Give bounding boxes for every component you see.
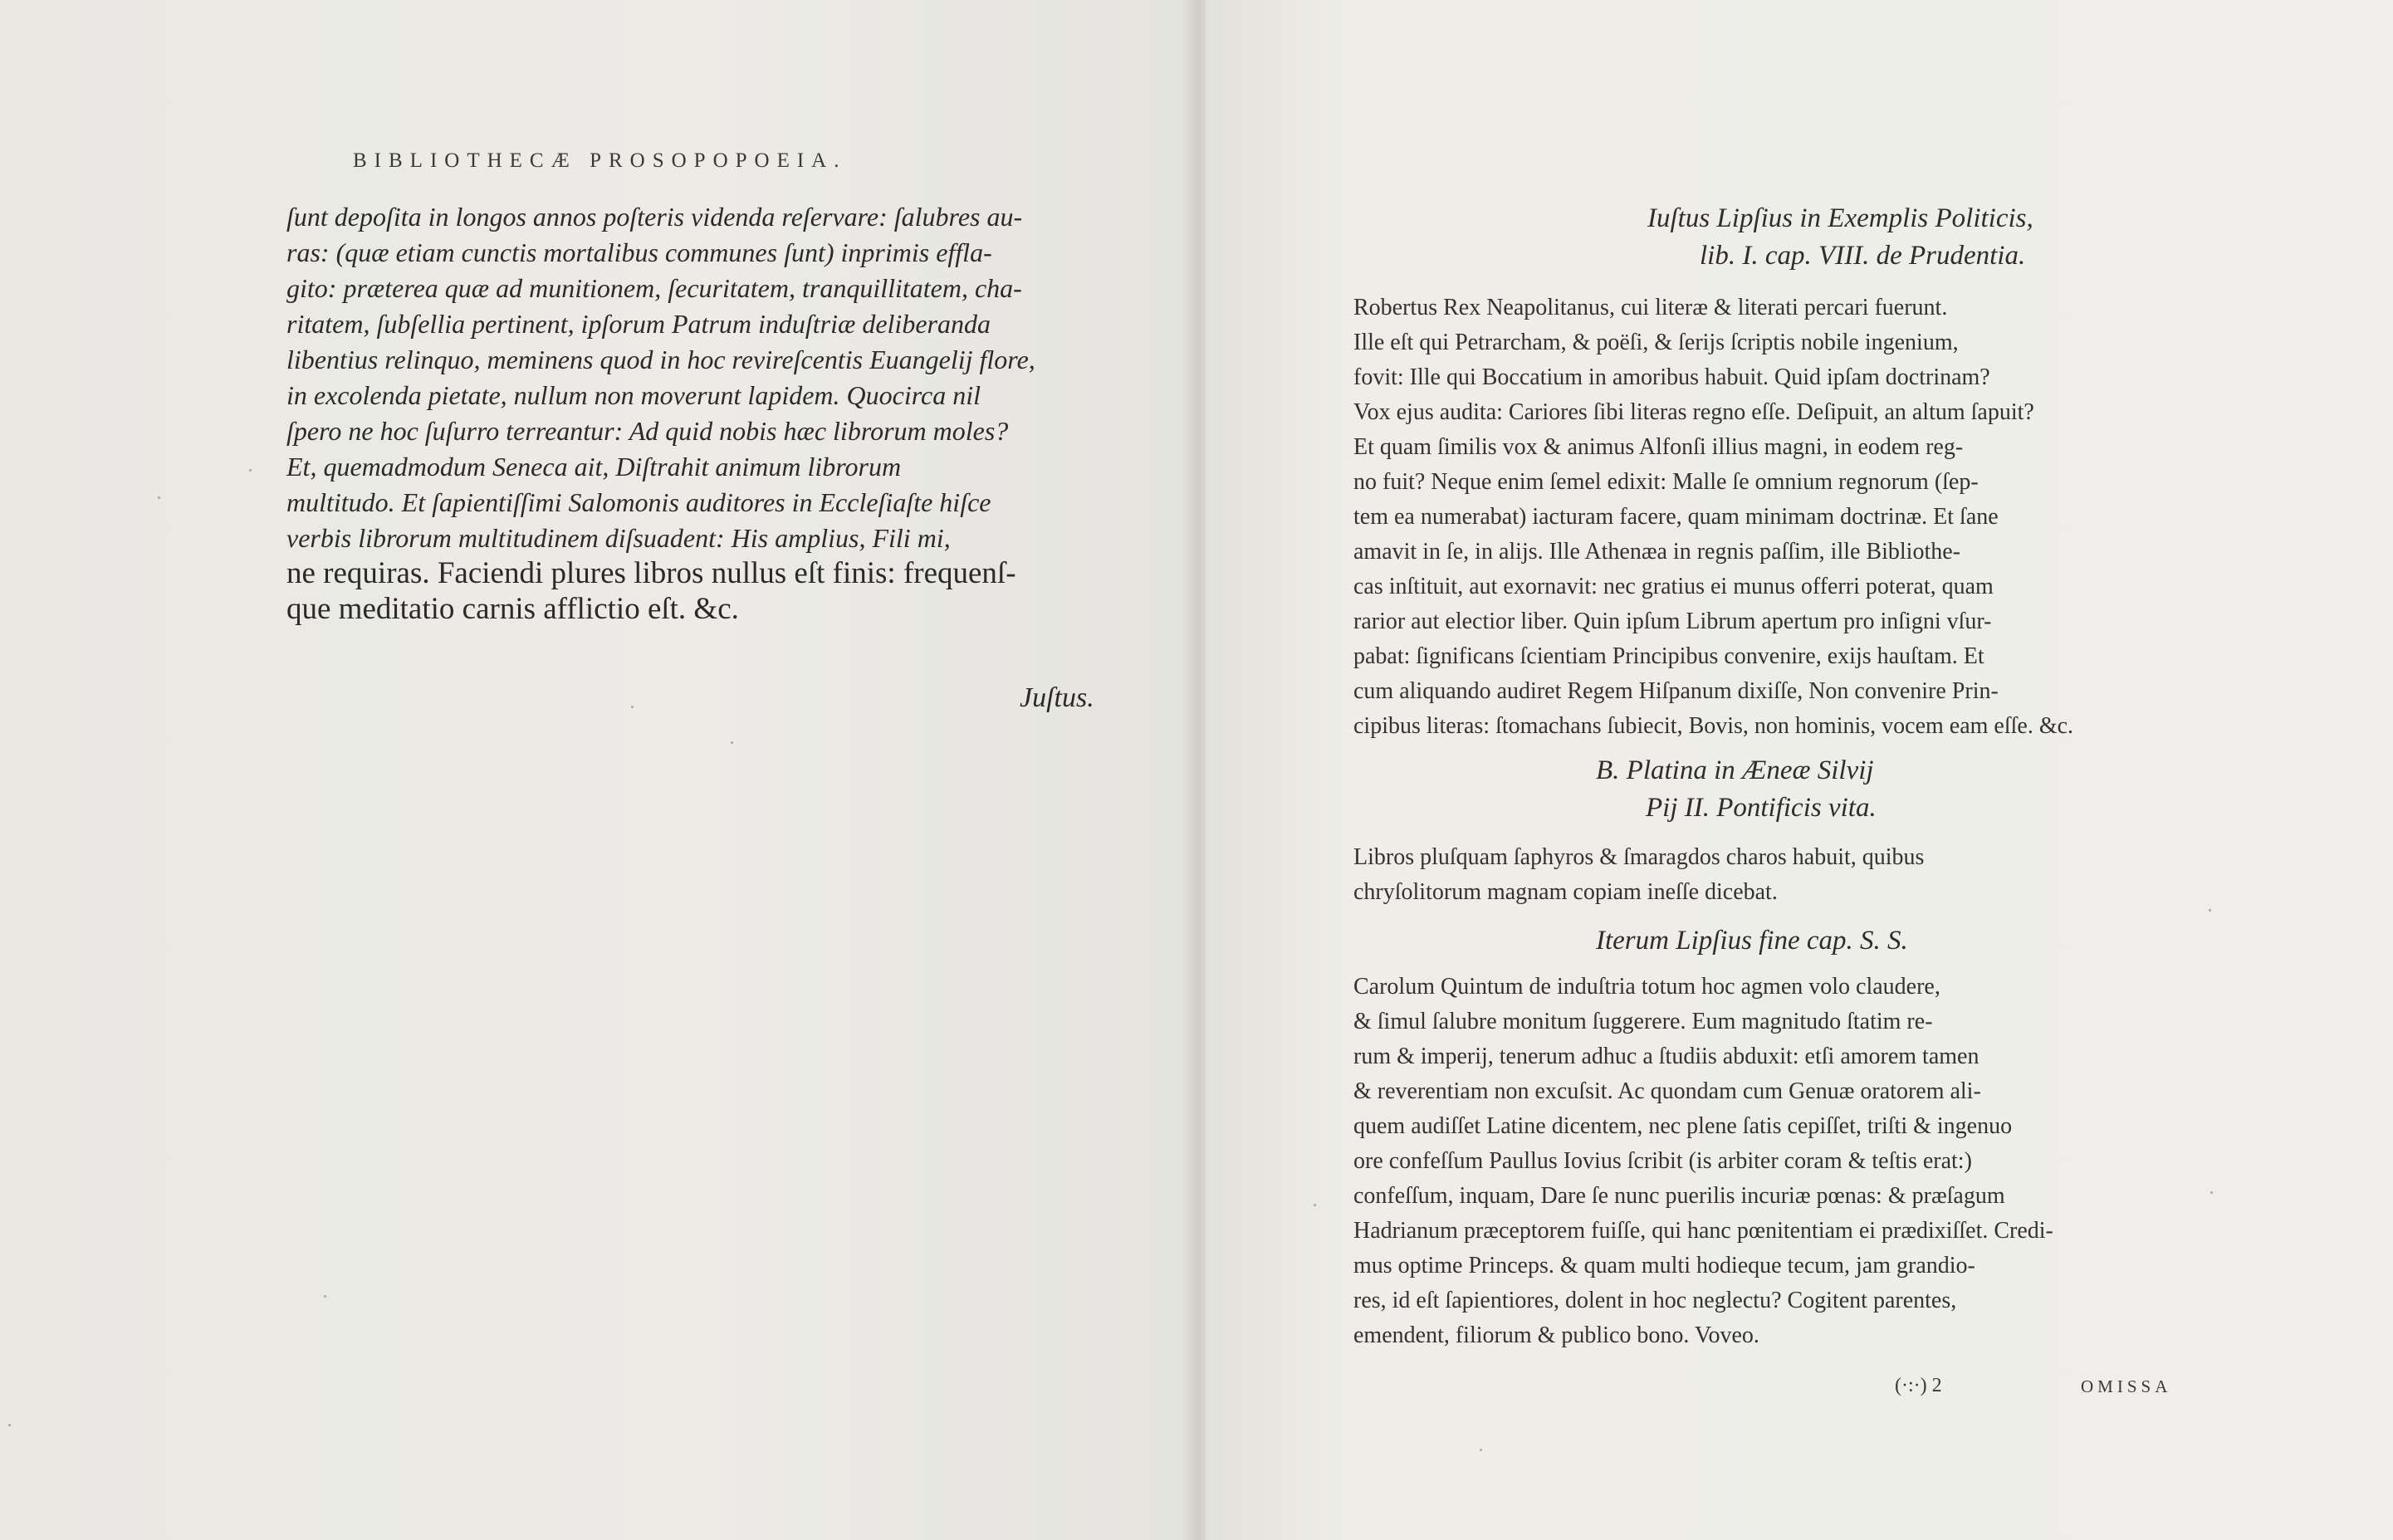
paper-speck [631,706,634,708]
section-heading: Pij II. Pontificis vita. [1646,793,1877,823]
text-line: tem ea numerabat) iacturam facere, quam minimam doctrinæ. Et ſane [1353,504,1999,530]
text-line: cipibus literas: ſtomachans ſubiecit, Bovis, non hominis, vocem eam eſſe. &c. [1353,713,2074,739]
text-line: rarior aut electior liber. Quin ipſum Librum apertum pro inſigni vſur- [1353,609,1992,634]
right-page [1206,0,2393,1540]
text-line: ne requiras. Faciendi plures libros nullus eſt finis: frequenſ- [286,556,1016,590]
text-line: res, id eſt ſapientiores, dolent in hoc neglectu? Cogitent parentes, [1353,1288,1957,1313]
text-line: chryſolitorum magnam copiam ineſſe dicebat. [1353,879,1778,905]
text-line: fovit: Ille qui Boccatium in amoribus habuit. Quid ipſam doctrinam? [1353,364,1990,390]
text-line: quem audiſſet Latine dicentem, nec plene ſatis cepiſſet, triſti & ingenuo [1353,1113,2013,1139]
section-heading: B. Platina in Æneæ Silvij [1596,755,1874,785]
text-line: que meditatio carnis afflictio eſt. &c. [286,592,739,626]
text-line: multitudo. Et ſapientiſſimi Salomonis auditores in Eccleſiaſte hiſce [286,487,991,517]
text-line: mus optime Princeps. & quam multi hodieque tecum, jam grandio- [1353,1253,1975,1278]
paper-speck [158,496,160,499]
paper-speck [2210,1191,2213,1194]
text-line: ore confeſſum Paullus Iovius ſcribit (is arbiter coram & teſtis erat:) [1353,1148,1972,1174]
text-line: verbis librorum multitudinem diſsuadent: His amplius, Fili mi, [286,523,951,553]
text-line: cum aliquando audiret Regem Hiſpanum dixiſſe, Non convenire Prin- [1353,678,1999,704]
text-line: Ille eſt qui Petrarcham, & poëſi, & ſerijs ſcriptis nobile ingenium, [1353,330,1959,355]
section-heading: Iuſtus Lipſius in Exemplis Politicis, [1647,203,2033,233]
text-line: ritatem, ſubſellia pertinent, ipſorum Patrum induſtriæ deliberanda [286,309,991,339]
paper-speck [324,1295,326,1298]
paper-speck [1314,1204,1316,1206]
text-line: in excolenda pietate, nullum non moverunt lapidem. Quocirca nil [286,380,981,410]
text-line: libentius relinquo, meminens quod in hoc revireſcentis Euangelij flore, [286,345,1035,374]
text-line: rum & imperij, tenerum adhuc a ſtudiis abduxit: etſi amorem tamen [1353,1044,1979,1069]
text-line: ſpero ne hoc ſuſurro terreantur: Ad quid nobis hæc librorum moles? [286,416,1009,446]
text-line: Libros pluſquam ſaphyros & ſmaragdos charos habuit, quibus [1353,844,1925,870]
paper-speck [8,1424,11,1426]
text-line: emendent, filiorum & publico bono. Voveo. [1353,1322,1759,1348]
running-head-left: BIBLIOTHECÆ PROSOPOPOEIA. [353,149,847,172]
paper-speck [1480,1449,1482,1451]
text-line: Et, quemadmodum Seneca ait, Diſtrahit animum librorum [286,452,902,482]
text-line: pabat: ſignificans ſcientiam Principibus convenire, exijs hauſtam. Et [1353,643,1984,669]
text-line: confeſſum, inquam, Dare ſe nunc puerilis incuriæ pœnas: & præſagum [1353,1183,2005,1209]
text-line: & ſimul ſalubre monitum ſuggerere. Eum magnitudo ſtatim re- [1353,1009,1933,1034]
signature-mark: (·:·) 2 [1895,1375,1942,1396]
catchword: OMISSA [2081,1376,2172,1396]
text-line: amavit in ſe, in alijs. Ille Athenæa in regnis paſſim, ille Bibliothe- [1353,539,1960,565]
text-line: no fuit? Neque enim ſemel edixit: Malle ſe omnium regnorum (ſep- [1353,469,1979,495]
text-line: Et quam ſimilis vox & animus Alfonſi illius magni, in eodem reg- [1353,434,1964,460]
section-heading: Iterum Lipſius fine cap. S. S. [1596,926,1908,956]
left-page [0,0,1194,1540]
text-line: Carolum Quintum de induſtria totum hoc agmen volo claudere, [1353,974,1940,1000]
paper-speck [2209,909,2211,912]
section-heading: lib. I. cap. VIII. de Prudentia. [1700,241,2026,271]
signature-justus: Juſtus. [1020,682,1094,713]
text-line: gito: præterea quæ ad munitionem, ſecuritatem, tranquillitatem, cha- [286,273,1022,303]
paper-speck [249,469,252,472]
text-line: ſunt depoſita in longos annos poſteris videnda reſervare: ſalubres au- [286,202,1023,232]
text-line: Hadrianum præceptorem fuiſſe, qui hanc pœnitentiam ei prædixiſſet. Credi- [1353,1218,2053,1244]
text-line: ras: (quæ etiam cunctis mortalibus communes ſunt) inprimis effla- [286,237,992,267]
text-line: & reverentiam non excuſsit. Ac quondam cum Genuæ oratorem ali- [1353,1078,1981,1104]
paper-speck [731,741,733,744]
text-line: Vox ejus audita: Cariores ſibi literas regno eſſe. Deſipuit, an altum ſapuit? [1353,399,2034,425]
text-line: Robertus Rex Neapolitanus, cui literæ & literati percari fuerunt. [1353,295,1948,320]
text-line: cas inſtituit, aut exornavit: nec gratius ei munus offerri poterat, quam [1353,574,1994,599]
